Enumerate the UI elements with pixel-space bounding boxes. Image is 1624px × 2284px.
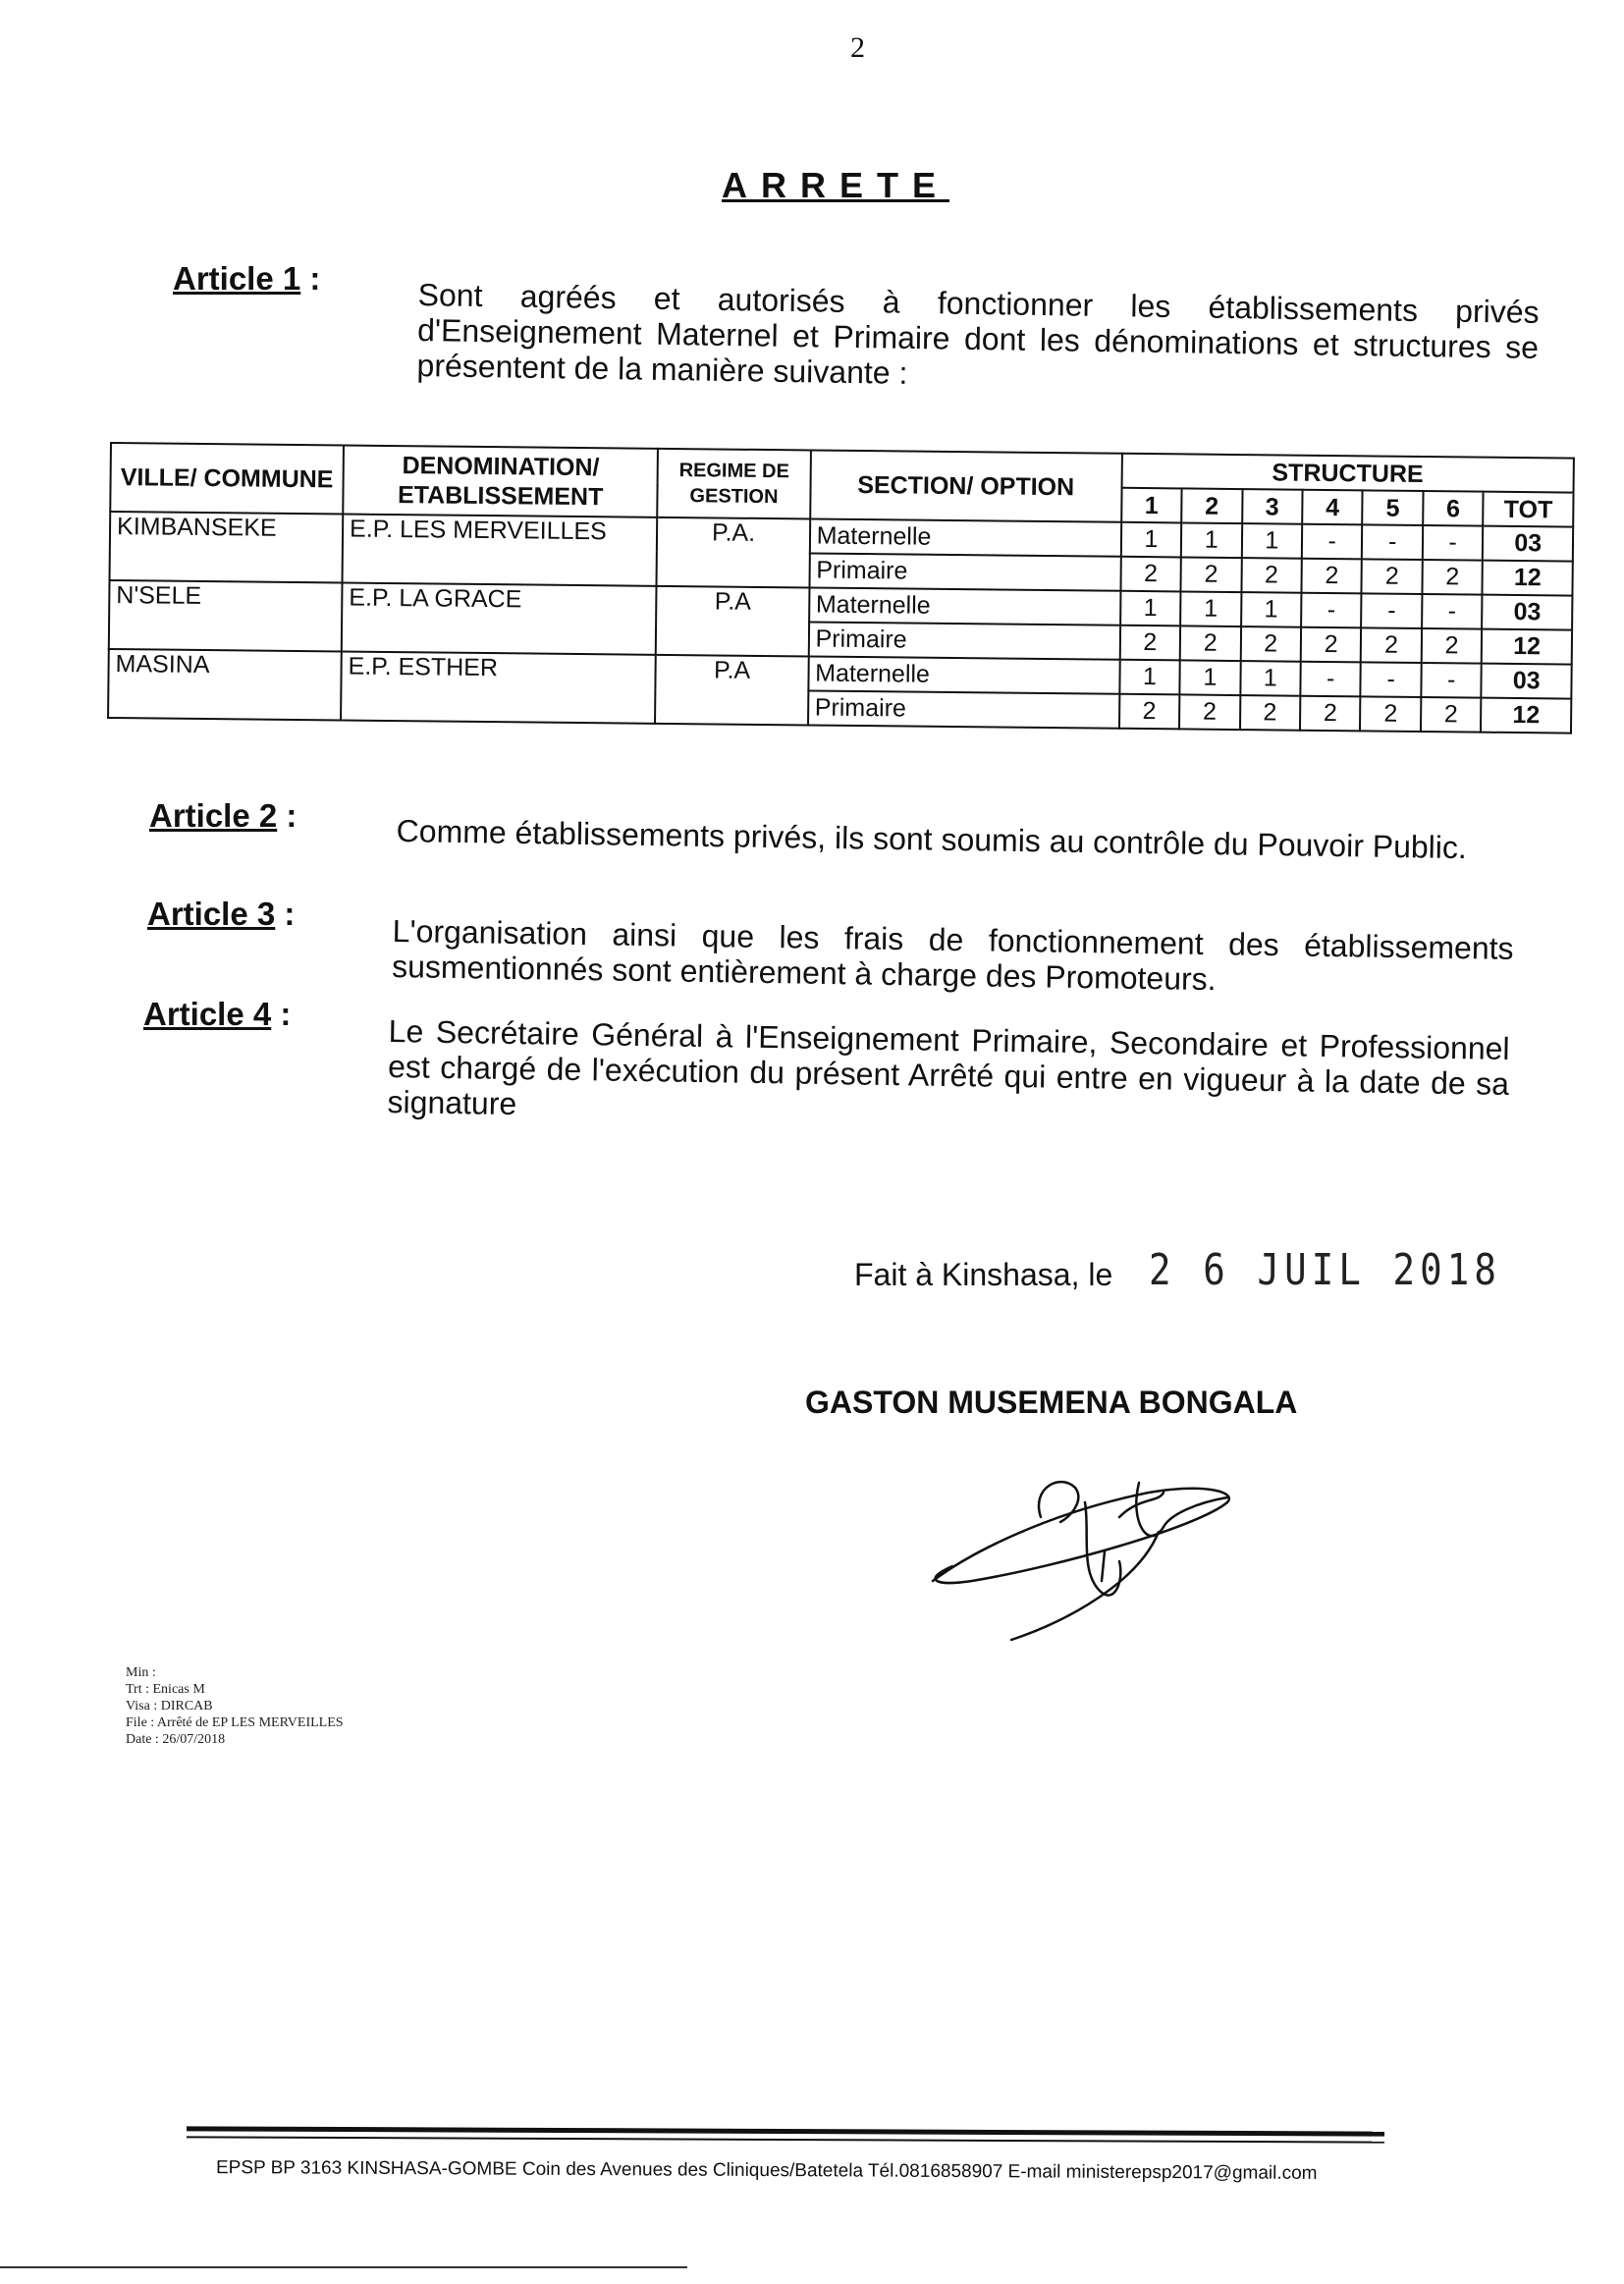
meta-line: File : Arrêté de EP LES MERVEILLES bbox=[126, 1715, 344, 1730]
cell-value: 1 bbox=[1181, 522, 1242, 558]
cell-value: 1 bbox=[1120, 522, 1181, 558]
cell-value: 2 bbox=[1301, 627, 1362, 663]
article-4-label: Article 4 : bbox=[143, 996, 292, 1032]
cell-value: 1 bbox=[1119, 660, 1180, 695]
meta-line: Min : bbox=[126, 1665, 156, 1680]
cell-value: 2 bbox=[1300, 696, 1361, 732]
cell-value: 1 bbox=[1241, 592, 1302, 627]
cell-total: 03 bbox=[1482, 595, 1572, 630]
article-1-label: Article 1 : bbox=[173, 260, 321, 297]
cell-value: 2 bbox=[1422, 628, 1483, 664]
cell-value: 2 bbox=[1241, 558, 1302, 593]
header-structure: STRUCTURE bbox=[1121, 454, 1574, 493]
cell-ville: N'SELE bbox=[109, 580, 343, 651]
signature-image bbox=[913, 1443, 1286, 1650]
header-col-tot: TOT bbox=[1484, 492, 1574, 527]
cell-regime: P.A. bbox=[657, 517, 810, 588]
signer-name: GASTON MUSEMENA BONGALA bbox=[805, 1385, 1298, 1420]
bottom-edge-line bbox=[0, 2266, 687, 2268]
header-col-4: 4 bbox=[1302, 490, 1363, 525]
cell-value: - bbox=[1423, 525, 1484, 561]
cell-section: Maternelle bbox=[809, 518, 1120, 556]
cell-section: Primaire bbox=[809, 553, 1120, 590]
cell-section: Primaire bbox=[808, 622, 1119, 659]
header-col-6: 6 bbox=[1423, 491, 1484, 526]
header-denomination: DENOMINATION/ ETABLISSEMENT bbox=[343, 445, 658, 517]
cell-value: 2 bbox=[1422, 560, 1483, 595]
date-stamp: 2 6 JUIL 2018 bbox=[1149, 1245, 1502, 1295]
cell-value: 1 bbox=[1241, 523, 1302, 559]
meta-line: Trt : Enicas M bbox=[126, 1682, 205, 1697]
cell-value: 2 bbox=[1180, 625, 1241, 661]
article-1-text: Sont agréés et autorisés à fonctionner les établissements privés d'Enseignement Maternel et Primaire dont les dénominations et structures se présentent de la manière suivante : bbox=[416, 277, 1540, 391]
cell-value: - bbox=[1421, 663, 1482, 698]
article-3-text: L'organisation ainsi que les frais de fonctionnement des établissements susmentionnés sont entièrement à charge des Promoteurs. bbox=[391, 913, 1514, 998]
cell-section: Maternelle bbox=[809, 587, 1120, 625]
cell-denomination: E.P. LES MERVEILLES bbox=[343, 514, 658, 585]
document-title: ARRETE bbox=[722, 165, 950, 205]
cell-total: 03 bbox=[1483, 526, 1573, 562]
cell-value: 2 bbox=[1240, 626, 1301, 662]
cell-value: 2 bbox=[1421, 697, 1482, 733]
cell-value: 2 bbox=[1360, 696, 1421, 732]
cell-value: 2 bbox=[1119, 694, 1180, 730]
article-4-text: Le Secrétaire Général à l'Enseignement Primaire, Secondaire et Professionnel est chargé de l'exécution du présent Arrêté qui entre en vigueur à la date de sa signature bbox=[387, 1013, 1510, 1122]
article-3-label: Article 3 : bbox=[147, 896, 296, 932]
cell-denomination: E.P. ESTHER bbox=[341, 651, 656, 723]
cell-value: 2 bbox=[1240, 695, 1301, 731]
cell-value: 2 bbox=[1119, 625, 1180, 661]
cell-regime: P.A bbox=[655, 655, 808, 726]
cell-value: - bbox=[1362, 524, 1423, 560]
cell-value: - bbox=[1361, 662, 1422, 697]
structure-table bbox=[107, 442, 1575, 734]
header-ville: VILLE/ COMMUNE bbox=[110, 443, 344, 514]
cell-value: 1 bbox=[1180, 591, 1241, 626]
cell-value: 1 bbox=[1179, 660, 1240, 695]
page-number: 2 bbox=[850, 31, 865, 64]
cell-total: 12 bbox=[1482, 629, 1572, 665]
cell-total: 12 bbox=[1481, 698, 1571, 734]
footer-rule bbox=[187, 2126, 1384, 2136]
meta-block bbox=[126, 1664, 344, 1748]
cell-value: 1 bbox=[1240, 661, 1301, 696]
cell-ville: MASINA bbox=[108, 649, 342, 720]
cell-section: Primaire bbox=[808, 690, 1119, 728]
article-2-label-text: Article 2 bbox=[149, 797, 278, 834]
footer-address: EPSP BP 3163 KINSHASA-GOMBE Coin des Avenues des Cliniques/Batetela Tél.0816858907 E-mail ministerepsp2017@gmail.com bbox=[215, 2157, 1318, 2184]
cell-value: 1 bbox=[1120, 591, 1181, 626]
cell-value: 2 bbox=[1120, 557, 1181, 592]
cell-total: 03 bbox=[1482, 664, 1572, 699]
header-section: SECTION/ OPTION bbox=[810, 450, 1122, 521]
cell-value: - bbox=[1362, 593, 1423, 628]
article-2-text: Comme établissements privés, ils sont soumis au contrôle du Pouvoir Public. bbox=[396, 813, 1468, 866]
meta-line: Visa : DIRCAB bbox=[126, 1699, 213, 1713]
cell-value: 2 bbox=[1179, 694, 1240, 730]
header-col-5: 5 bbox=[1363, 490, 1424, 525]
header-col-2: 2 bbox=[1181, 488, 1242, 523]
article-2-label: Article 2 : bbox=[149, 797, 298, 834]
cell-value: - bbox=[1300, 662, 1361, 697]
header-col-1: 1 bbox=[1121, 488, 1182, 523]
cell-value: - bbox=[1302, 524, 1363, 560]
place-line: Fait à Kinshasa, le bbox=[854, 1257, 1113, 1292]
footer-rule-thin bbox=[187, 2136, 1384, 2143]
cell-value: - bbox=[1301, 593, 1362, 628]
article-4-label-text: Article 4 bbox=[143, 996, 272, 1032]
cell-value: 2 bbox=[1181, 557, 1242, 592]
cell-total: 12 bbox=[1483, 561, 1573, 596]
header-regime: REGIME DE GESTION bbox=[658, 449, 811, 519]
meta-line: Date : 26/07/2018 bbox=[126, 1732, 226, 1747]
header-col-3: 3 bbox=[1242, 489, 1303, 524]
cell-value: 2 bbox=[1301, 559, 1362, 594]
cell-value: 2 bbox=[1361, 627, 1422, 663]
cell-value: 2 bbox=[1362, 559, 1423, 594]
article-3-label-text: Article 3 bbox=[147, 896, 276, 932]
cell-section: Maternelle bbox=[808, 656, 1119, 693]
cell-value: - bbox=[1422, 594, 1483, 629]
article-1-label-text: Article 1 bbox=[173, 260, 301, 297]
cell-denomination: E.P. LA GRACE bbox=[342, 582, 657, 654]
cell-regime: P.A bbox=[656, 586, 809, 657]
cell-ville: KIMBANSEKE bbox=[110, 512, 344, 582]
